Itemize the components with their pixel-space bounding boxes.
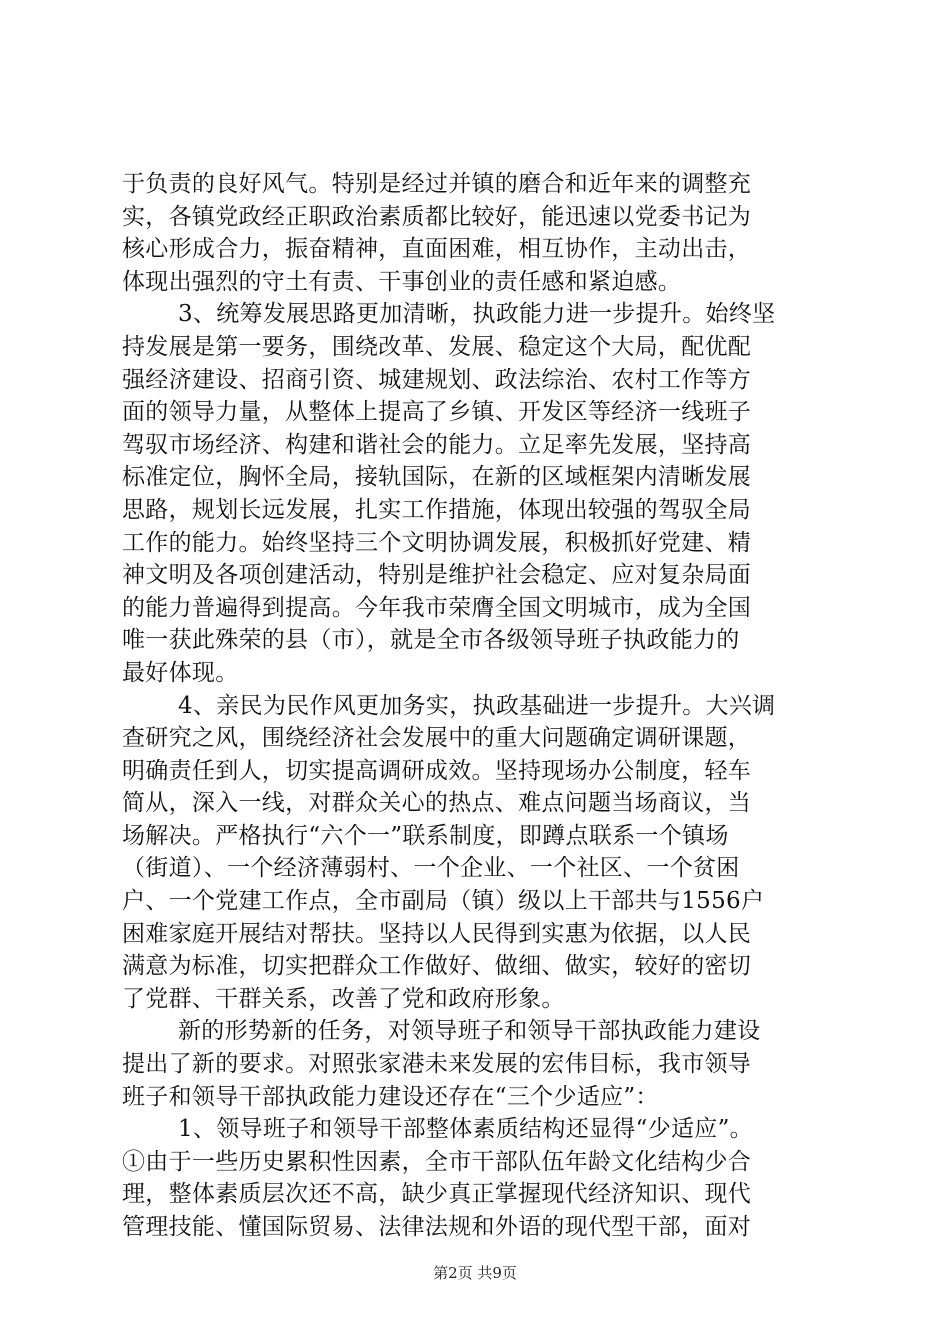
document-body: [122, 168, 830, 1244]
text-line: 面的领导力量，从整体上提高了乡镇、开发区等经济一线班子: [122, 399, 752, 426]
text-line: 实，各镇党政经正职政治素质都比较好，能迅速以党委书记为: [122, 203, 752, 230]
text-line: 班子和领导干部执政能力建设还存在“三个少适应”：: [122, 1083, 659, 1110]
text-line: 体现出强烈的守土有责、干事创业的责任感和紧迫感。: [122, 268, 682, 295]
text-line: 困难家庭开展结对帮扶。坚持以人民得到实惠为依据，以人民: [122, 920, 752, 947]
page-footer: 第2页 共9页: [433, 1264, 517, 1282]
text-line: 4、亲民为民作风更加务实，执政基础进一步提升。大兴调: [178, 692, 776, 719]
text-line: 简从，深入一线，对群众关心的热点、难点问题当场商议，当: [122, 790, 752, 817]
text-line: （街道）、一个经济薄弱村、一个企业、一个社区、一个贫困: [122, 855, 740, 882]
text-line: 的能力普遍得到提高。今年我市荣膺全国文明城市，成为全国: [122, 594, 752, 621]
text-line: 标准定位，胸怀全局，接轨国际，在新的区域框架内清晰发展: [122, 464, 752, 491]
text-line: 工作的能力。始终坚持三个文明协调发展，积极抓好党建、精: [122, 529, 752, 556]
text-line: 于负责的良好风气。特别是经过并镇的磨合和近年来的调整充: [122, 171, 752, 197]
text-line: 查研究之风，围绕经济社会发展中的重大问题确定调研课题，: [122, 725, 752, 752]
text-line: 管理技能、懂国际贸易、法律法规和外语的现代型干部，面对: [122, 1214, 752, 1240]
text-line: 提出了新的要求。对照张家港未来发展的宏伟目标，我市领导: [122, 1051, 752, 1078]
text-line: 明确责任到人，切实提高调研成效。坚持现场办公制度，轻车: [122, 757, 752, 784]
text-line: 神文明及各项创建活动，特别是维护社会稳定、应对复杂局面: [122, 562, 752, 589]
text-line: 了党群、干群关系，改善了党和政府形象。: [122, 985, 565, 1012]
text-line: 满意为标准，切实把群众工作做好、做细、做实，较好的密切: [122, 953, 752, 980]
text-line: 1、领导班子和领导干部整体素质结构还显得“少适应”。: [178, 1116, 753, 1143]
text-line: 唯一获此殊荣的县（市），就是全市各级领导班子执政能力的: [122, 627, 740, 654]
text-line: 最好体现。: [122, 659, 239, 686]
text-line: ①由于一些历史累积性因素，全市干部队伍年龄文化结构少合: [122, 1148, 752, 1175]
text-line: 新的形势新的任务，对领导班子和领导干部执政能力建设: [178, 1018, 761, 1045]
text-line: 持发展是第一要务，围绕改革、发展、稳定这个大局，配优配: [122, 333, 752, 360]
text-line: 强经济建设、招商引资、城建规划、政法综治、农村工作等方: [122, 366, 752, 393]
text-line: 理，整体素质层次还不高，缺少真正掌握现代经济知识、现代: [122, 1181, 752, 1208]
text-line: 场解决。严格执行“六个一”联系制度，即蹲点联系一个镇场: [122, 822, 729, 849]
text-line: 核心形成合力，振奋精神，直面困难，相互协作，主动出击，: [122, 236, 752, 263]
text-line: 户、一个党建工作点，全市副局（镇）级以上干部共与1556户: [122, 888, 765, 915]
text-line: 思路，规划长远发展，扎实工作措施，体现出较强的驾驭全局: [122, 496, 752, 523]
text-line: 驾驭市场经济、构建和谐社会的能力。立足率先发展，坚持高: [122, 431, 752, 458]
text-line: 3、统筹发展思路更加清晰，执政能力进一步提升。始终坚: [178, 301, 776, 328]
